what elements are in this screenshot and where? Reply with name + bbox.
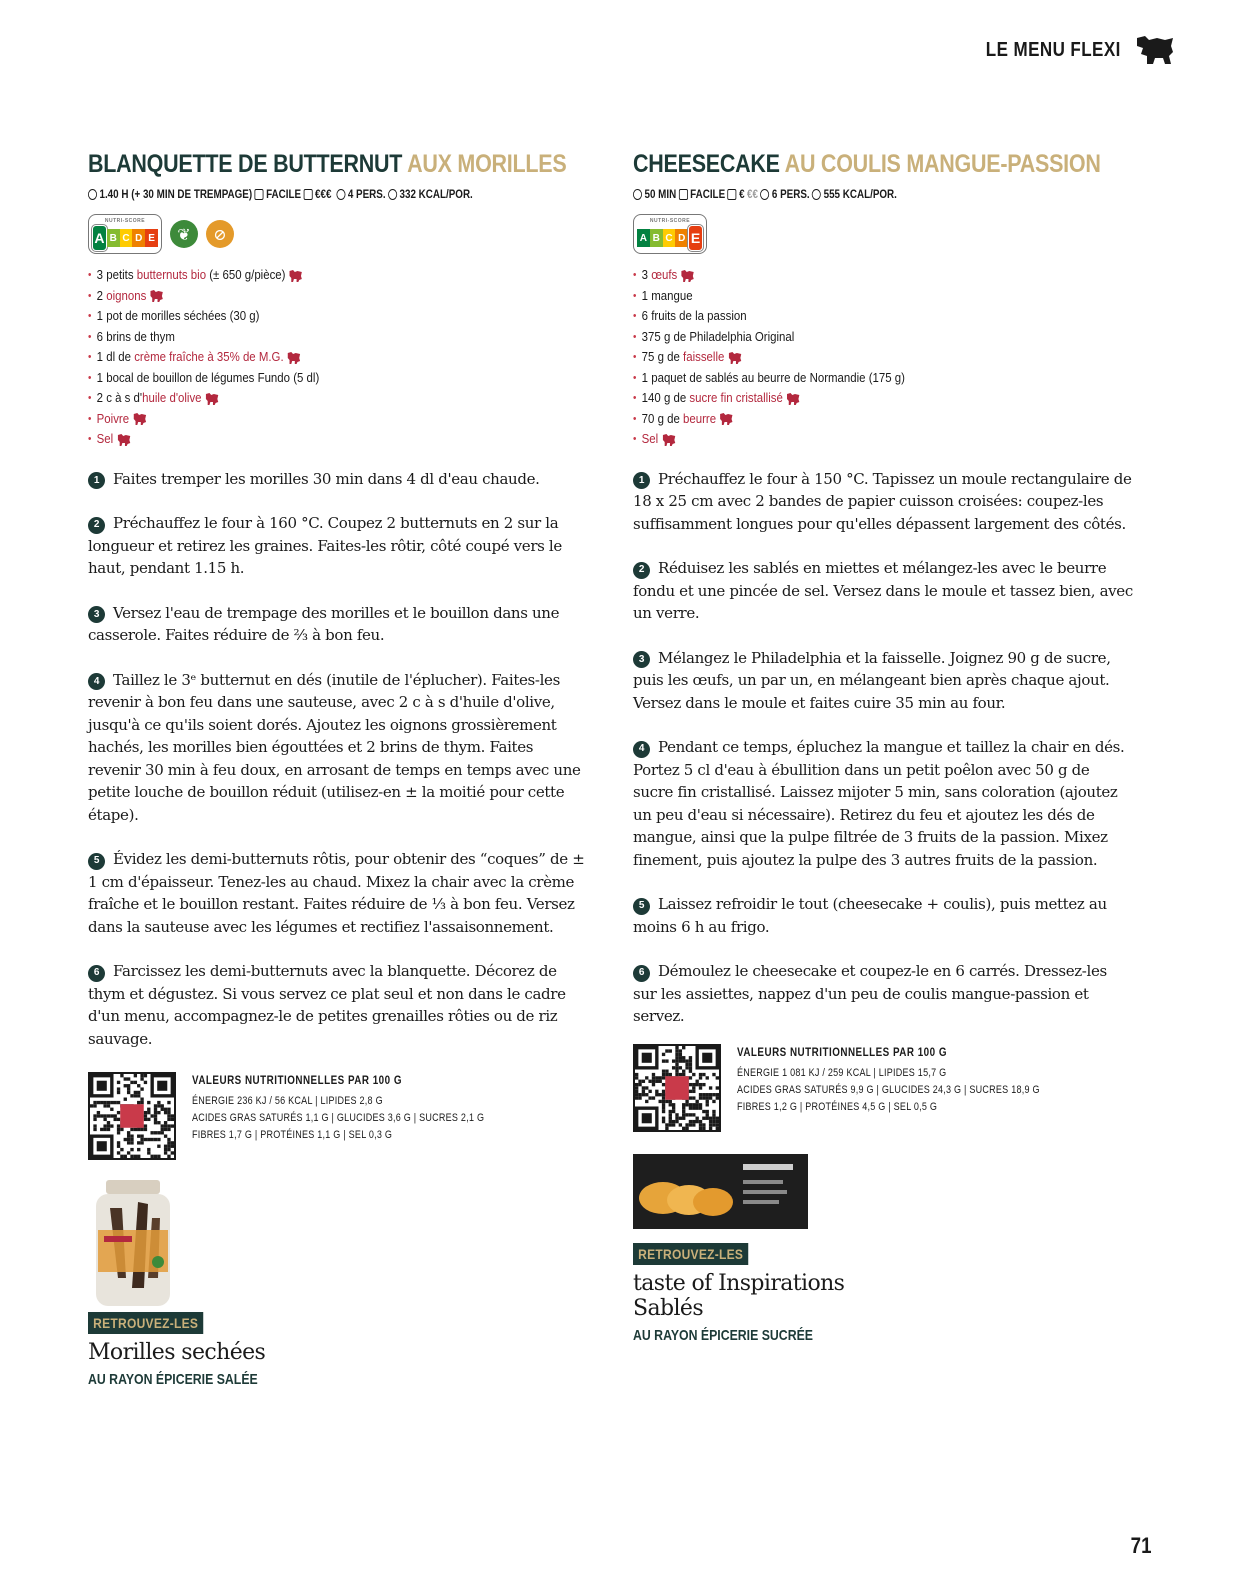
ingredient-item <box>88 429 528 450</box>
product-image-sables <box>633 1154 1133 1233</box>
ingredient-text: • 6 fruits de la passion <box>641 308 747 323</box>
nutrition-title: VALEURS NUTRITIONNELLES PAR 100 G <box>192 1073 402 1087</box>
nutriscore-grade: E <box>145 229 158 247</box>
ingredient-text: • 375 g de Philadelphia Original <box>641 328 795 344</box>
nutriscore-grade: D <box>132 229 145 247</box>
lion-icon <box>133 412 147 425</box>
ingredient-highlight: • Sel <box>96 431 114 446</box>
step-number: 2 <box>88 517 105 534</box>
ingredient-text: • 1 pot de morilles séchées (30 g) <box>96 308 260 323</box>
title-accent: AUX MORILLES <box>407 150 567 178</box>
meta-difficulty: FACILE <box>266 187 302 201</box>
ingredient-highlight: • Poivre <box>96 410 130 426</box>
nutriscore <box>88 214 162 254</box>
qr-code[interactable] <box>633 1044 721 1132</box>
recipe-meta <box>88 187 498 201</box>
recipe-step <box>88 512 588 580</box>
nutriscore-grade: A <box>92 225 107 251</box>
section-title: LE MENU FLEXI <box>986 38 1121 61</box>
nutrition-line: ACIDES GRAS SATURÉS 1,1 G | GLUCIDES 3,6 G | SUCRES 2,1 G <box>192 1112 485 1124</box>
badges <box>633 213 1133 255</box>
find-it-tag: RETROUVEZ-LES <box>633 1243 748 1265</box>
meta-price: €€€ <box>314 187 332 201</box>
step-text: Versez l'eau de trempage des morilles et le bouillon dans une casserole. Faites réduire de ⅔ à bon feu. <box>88 603 560 644</box>
nutriscore-label: NUTRI-SCORE <box>649 218 691 224</box>
lion-icon <box>1135 34 1175 66</box>
step-number: 6 <box>633 965 650 982</box>
ingredient-text: • 1 mangue <box>641 287 693 303</box>
product-aisle: AU RAYON ÉPICERIE SUCRÉE <box>633 1326 813 1344</box>
step-number: 4 <box>633 741 650 758</box>
recipe-step <box>633 960 1133 1028</box>
basket-icon <box>728 189 737 200</box>
ingredient-text: • 140 g de <box>641 390 690 405</box>
ingredient-text: • 1 bocal de bouillon de légumes Fundo (5 dl) <box>96 369 320 385</box>
ingredient-text: • 6 brins de thym <box>96 328 175 344</box>
ingredient-item <box>88 286 528 307</box>
ingredients-list <box>633 265 1133 450</box>
step-text: Réduisez les sablés en miettes et mélangez-les avec le beurre fondu et une pincée de sel. Versez dans le moule et tassez bien, avec un verre. <box>633 559 1133 622</box>
ingredient-item <box>88 327 528 348</box>
lion-icon <box>289 269 303 282</box>
ingredient-item <box>633 286 1073 307</box>
recipe-right <box>633 150 1133 1344</box>
page-number: 71 <box>1130 1533 1151 1558</box>
flame-icon <box>812 189 821 200</box>
lion-icon <box>728 351 742 364</box>
ingredient-text: • 3 petits <box>96 267 137 282</box>
ingredient-item <box>88 347 528 368</box>
lion-icon <box>150 289 164 302</box>
meta-time: 50 MIN <box>644 187 677 201</box>
nutriscore-grade: A <box>637 229 650 247</box>
meta-persons: 4 PERS. <box>347 187 386 201</box>
chef-hat-icon <box>255 189 264 200</box>
lion-icon <box>287 351 301 364</box>
clock-icon <box>633 189 642 200</box>
ingredients-list <box>88 265 588 450</box>
ingredient-text: • 75 g de <box>641 349 684 364</box>
ingredient-highlight: oignons <box>106 287 147 303</box>
step-text: Taillez le 3ᵉ butternut en dés (inutile de l'éplucher). Faites-les revenir à bon feu dans une sauteuse, avec 2 c à s d'huile d'olive, jusqu'à ce qu'ils soient dorés. Ajoutez les oignons grossièrement hachés, les morilles bien égouttées et 2 brins de thym. Faites revenir 30 min à feu doux, en arrosant de temps en temps avec une petite louche de bouillon réduit (utilisez-en ± la moitié pour cette étape). <box>88 670 581 824</box>
badges <box>88 213 588 255</box>
ingredient-text: • 1 paquet de sablés au beurre de Normandie (175 g) <box>641 369 905 385</box>
recipe-step <box>88 468 588 491</box>
lion-icon <box>720 412 734 425</box>
nutrition-values <box>737 1044 1040 1132</box>
step-number: 6 <box>88 965 105 982</box>
lion-icon <box>205 392 219 405</box>
nutriscore <box>633 214 707 254</box>
ingredient-item <box>633 409 1073 430</box>
ingredient-item <box>88 368 528 389</box>
nutrition-line: ÉNERGIE 236 KJ / 56 KCAL | LIPIDES 2,8 G <box>192 1095 383 1107</box>
nutrition-block <box>88 1072 588 1160</box>
ingredient-item <box>88 388 528 409</box>
ingredient-item <box>633 327 1073 348</box>
recipe-step <box>633 647 1133 715</box>
recipe-step <box>633 736 1133 871</box>
meta-kcal: 332 KCAL/POR. <box>399 187 473 201</box>
step-number: 3 <box>88 606 105 623</box>
steps-list <box>88 468 588 1051</box>
step-text: Farcissez les demi-butternuts avec la blanquette. Décorez de thym et dégustez. Si vous servez ce plat seul et non dans le cadre d'un menu, accompagnez-le de petites grenailles rôties ou de riz sauvage. <box>88 962 566 1048</box>
step-text: Démoulez le cheesecake et coupez-le en 6 carrés. Dressez-les sur les assiettes, nappez d'un peu de coulis mangue-passion et servez. <box>633 962 1107 1025</box>
ingredient-text: • 2 c à s d' <box>96 390 143 405</box>
nutriscore-grade: D <box>675 229 688 247</box>
title-main: BLANQUETTE DE BUTTERNUT <box>88 150 403 178</box>
ingredient-highlight: faisselle <box>683 349 725 364</box>
lion-icon <box>662 433 676 446</box>
step-text: Préchauffez le four à 150 °C. Tapissez un moule rectangulaire de 18 x 25 cm avec 2 bandes de papier cuisson croisées: coupez-les suffisamment longues pour qu'elles dépassent largement des côtés. <box>633 469 1132 533</box>
nutriscore-grade: C <box>120 229 133 247</box>
ingredient-item <box>633 388 1073 409</box>
chef-hat-icon <box>679 189 688 200</box>
nutrition-line: ACIDES GRAS SATURÉS 9,9 G | GLUCIDES 24,3 G | SUCRES 18,9 G <box>737 1083 1040 1096</box>
product-name: Morilles sechées <box>88 1340 266 1365</box>
nutrition-line: FIBRES 1,2 G | PROTÉINES 4,5 G | SEL 0,5 G <box>737 1100 938 1113</box>
gluten-free-icon: ⊘ <box>206 220 234 248</box>
recipe-meta <box>633 187 1043 201</box>
step-text: Préchauffez le four à 160 °C. Coupez 2 butternuts en 2 sur la longueur et retirez les graines. Faites-les rôtir, côté coupé vers le haut, pendant 1.15 h. <box>88 514 562 577</box>
product-aisle: AU RAYON ÉPICERIE SALÉE <box>88 1371 258 1388</box>
step-number: 4 <box>88 673 105 690</box>
ingredient-highlight: • Sel <box>641 431 659 446</box>
step-text: Pendant ce temps, épluchez la mangue et taillez la chair en dés. Portez 5 cl d'eau à ébullition dans un petit poêlon avec 50 g de sucre fin cristallisé. Laissez mijoter 5 min, sans coloration (ajoutez un peu d'eau si nécessaire). Retirez du feu et ajoutez les dés de mangue, ainsi que la pulpe filtrée de 3 fruits de la passion. Mixez finement, puis ajoutez la pulpe des 3 autres fruits de la passion. <box>633 738 1125 869</box>
nutriscore-grade: C <box>663 229 676 247</box>
ingredient-text: (± 650 g/pièce) <box>206 267 286 282</box>
step-text: Faites tremper les morilles 30 min dans 4 dl d'eau chaude. <box>113 469 540 488</box>
meta-difficulty: FACILE <box>690 187 726 201</box>
recipe-title <box>88 150 567 179</box>
ingredient-item <box>633 306 1073 327</box>
ingredient-item <box>633 347 1073 368</box>
product-image-morilles <box>88 1178 588 1312</box>
ingredient-item <box>88 306 528 327</box>
flame-icon <box>388 189 397 200</box>
meta-kcal: 555 KCAL/POR. <box>823 187 897 201</box>
meta-price: € <box>739 187 745 201</box>
step-text: Mélangez le Philadelphia et la faisselle. Joignez 90 g de sucre, puis les œufs, un par un, en mélangeant bien après chaque ajout. Versez dans le moule et faites cuire 35 min au four. <box>633 648 1111 712</box>
person-icon <box>760 189 769 200</box>
nutriscore-label: NUTRI-SCORE <box>104 218 146 224</box>
nutrition-values <box>192 1072 484 1160</box>
nutriscore-grade: B <box>107 229 120 247</box>
ingredient-text: • 3 <box>641 267 652 282</box>
recipe-left <box>88 150 588 1388</box>
step-number: 5 <box>633 898 650 915</box>
ingredient-text: • 2 <box>96 287 107 303</box>
title-accent: AU COULIS MANGUE-PASSION <box>784 150 1101 178</box>
steps-list <box>633 468 1133 1028</box>
lion-icon <box>681 269 695 282</box>
meta-time: 1.40 H (+ 30 MIN DE TREMPAGE) <box>99 187 253 201</box>
vegetarian-leaf-icon: ❦ <box>170 220 198 248</box>
recipe-step <box>88 848 588 938</box>
recipe-step <box>88 960 588 1050</box>
nutriscore-grade: B <box>650 229 663 247</box>
step-number: 1 <box>88 472 105 489</box>
recipe-step <box>88 669 588 827</box>
ingredient-highlight: sucre fin cristallisé <box>689 390 783 405</box>
find-it-tag: RETROUVEZ-LES <box>88 1312 203 1334</box>
ingredient-highlight: œufs <box>651 267 678 282</box>
step-number: 3 <box>633 651 650 668</box>
ingredient-highlight: crème fraîche à 35% de M.G. <box>134 349 284 364</box>
ingredient-highlight: butternuts bio <box>136 267 207 282</box>
clock-icon <box>88 189 97 200</box>
basket-icon <box>304 189 313 200</box>
ingredient-item <box>633 265 1073 286</box>
meta-price-dim: €€ <box>747 187 758 201</box>
step-number: 2 <box>633 562 650 579</box>
lion-icon <box>786 392 800 405</box>
step-text: Laissez refroidir le tout (cheesecake + coulis), puis mettez au moins 6 h au frigo. <box>633 895 1107 936</box>
ingredient-text: • 70 g de <box>641 410 684 426</box>
nutriscore-grade: E <box>688 225 703 251</box>
person-icon <box>336 189 345 200</box>
recipe-title <box>633 150 1101 179</box>
meta-persons: 6 PERS. <box>771 187 810 201</box>
ingredient-item <box>633 429 1073 450</box>
title-main: CHEESECAKE <box>633 150 780 178</box>
ingredient-item <box>633 368 1073 389</box>
ingredient-item <box>88 265 528 286</box>
nutrition-title: VALEURS NUTRITIONNELLES PAR 100 G <box>737 1044 947 1059</box>
ingredient-text: • 1 dl de <box>96 349 135 364</box>
lion-icon <box>117 433 131 446</box>
nutrition-line: ÉNERGIE 1 081 KJ / 259 KCAL | LIPIDES 15,7 G <box>737 1066 947 1079</box>
step-number: 1 <box>633 472 650 489</box>
nutrition-line: FIBRES 1,7 G | PROTÉINES 1,1 G | SEL 0,3 G <box>192 1129 393 1141</box>
recipe-step <box>633 893 1133 938</box>
nutrition-block <box>633 1044 1133 1132</box>
recipe-step <box>88 602 588 647</box>
step-number: 5 <box>88 853 105 870</box>
nutriscore-grades <box>637 226 703 250</box>
qr-code[interactable] <box>88 1072 176 1160</box>
nutriscore-grades <box>92 226 158 250</box>
ingredient-highlight: beurre <box>683 410 717 426</box>
recipe-step <box>633 557 1133 625</box>
ingredient-item <box>88 409 528 430</box>
page-header <box>962 34 1175 66</box>
ingredient-highlight: huile d'olive <box>142 390 202 405</box>
recipe-step <box>633 468 1133 536</box>
step-text: Évidez les demi-butternuts rôtis, pour obtenir des “coques” de ± 1 cm d'épaisseur. Tenez-les au chaud. Mixez la chair avec la crème fraîche et le bouillon restant. Faites réduire de ⅓ à bon feu. Versez dans la sauteuse avec les légumes et rectifiez l'assaisonnement. <box>88 850 585 936</box>
product-name: taste of Inspirations Sablés <box>633 1270 845 1321</box>
